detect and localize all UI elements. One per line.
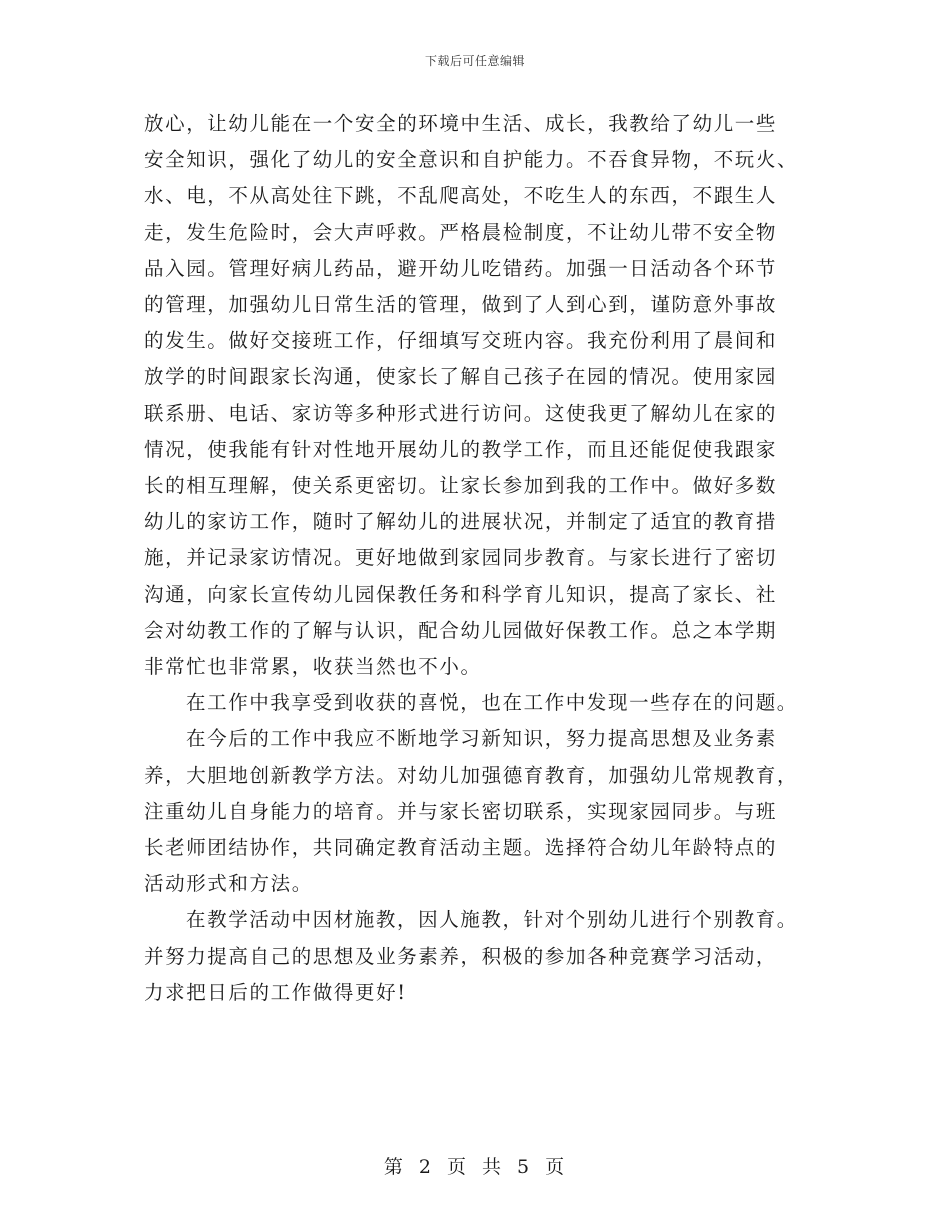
text-line: 幼儿的家访工作，随时了解幼儿的进展状况，并制定了适宜的教育措	[144, 510, 778, 534]
text-line: 品入园。管理好病儿药品，避开幼儿吃错药。加强一日活动各个环节	[144, 256, 778, 280]
text-line: 放学的时间跟家长沟通，使家长了解自己孩子在园的情况。使用家园	[144, 365, 778, 389]
paragraph-2	[144, 685, 804, 721]
text-line: 活动形式和方法。	[144, 872, 313, 896]
text-line: 安全知识，强化了幼儿的安全意识和自护能力。不吞食异物，不玩火、	[144, 148, 799, 172]
paragraph-3	[144, 721, 804, 902]
text-line: 长的相互理解，使关系更密切。让家长参加到我的工作中。做好多数	[144, 474, 778, 498]
document-body	[144, 106, 804, 1011]
text-line: 的发生。做好交接班工作，仔细填写交班内容。我充份利用了晨间和	[144, 329, 778, 353]
text-line: 施，并记录家访情况。更好地做到家园同步教育。与家长进行了密切	[144, 546, 778, 570]
header-note: 下载后可任意编辑	[424, 54, 525, 68]
page-number-footer: 第 2 页 共 5 页	[383, 1156, 567, 1178]
text-line: 力求把日后的工作做得更好!	[144, 980, 407, 1004]
text-line: 注重幼儿自身能力的培育。并与家长密切联系，实现家园同步。与班	[144, 799, 778, 823]
text-line: 在工作中我享受到收获的喜悦，也在工作中发现一些存在的问题。	[186, 691, 798, 715]
text-line: 非常忙也非常累，收获当然也不小。	[144, 655, 482, 679]
text-line: 沟通，向家长宣传幼儿园保教任务和科学育儿知识，提高了家长、社	[144, 582, 778, 606]
paragraph-1	[144, 106, 804, 685]
text-line: 长老师团结协作，共同确定教育活动主题。选择符合幼儿年龄特点的	[144, 836, 778, 860]
text-line: 联系册、电话、家访等多种形式进行访问。这使我更了解幼儿在家的	[144, 401, 778, 425]
text-line: 情况，使我能有针对性地开展幼儿的教学工作，而且还能促使我跟家	[144, 437, 778, 461]
text-line: 在今后的工作中我应不断地学习新知识，努力提高思想及业务素	[186, 727, 777, 751]
text-line: 在教学活动中因材施教，因人施教，针对个别幼儿进行个别教育。	[186, 908, 798, 932]
text-line: 走，发生危险时，会大声呼救。严格晨检制度，不让幼儿带不安全物	[144, 220, 778, 244]
text-line: 水、电，不从高处往下跳，不乱爬高处，不吃生人的东西，不跟生人	[144, 184, 778, 208]
text-line: 并努力提高自己的思想及业务素养，积极的参加各种竞赛学习活动，	[144, 944, 778, 968]
paragraph-4	[144, 902, 804, 1011]
text-line: 养，大胆地创新教学方法。对幼儿加强德育教育，加强幼儿常规教育，	[144, 763, 799, 787]
text-line: 会对幼教工作的了解与认识，配合幼儿园做好保教工作。总之本学期	[144, 618, 778, 642]
text-line: 的管理，加强幼儿日常生活的管理，做到了人到心到，谨防意外事故	[144, 293, 778, 317]
text-line: 放心，让幼儿能在一个安全的环境中生活、成长，我教给了幼儿一些	[144, 112, 778, 135]
